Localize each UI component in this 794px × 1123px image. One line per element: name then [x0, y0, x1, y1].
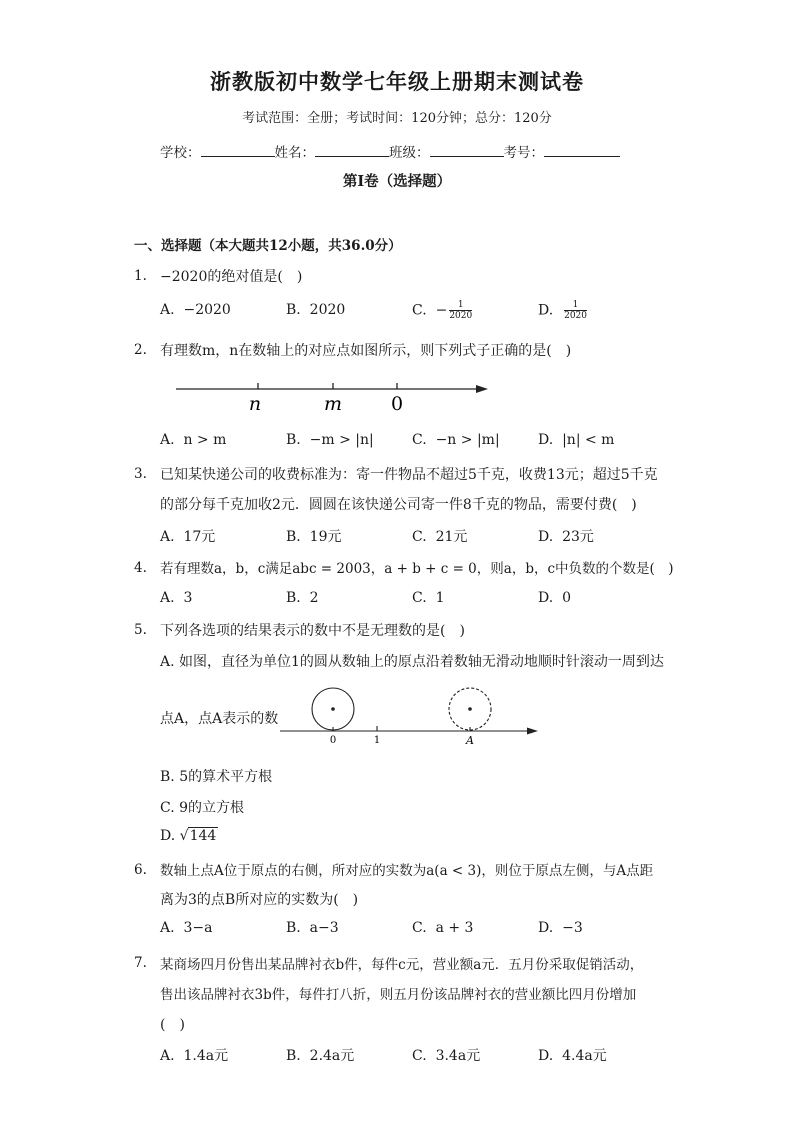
- option-b: B. 2: [286, 590, 319, 606]
- option-a: A. 1.4a元: [160, 1048, 229, 1064]
- tick-label-1: 1: [373, 735, 381, 746]
- fraction: $\frac{1}{2020}$: [564, 300, 587, 321]
- option-a: A. −2020: [160, 302, 231, 318]
- option-c: C. a + 3: [412, 920, 474, 936]
- question-text: 售出该品牌衬衣3b件，每件打八折，则五月份该品牌衬衣的营业额比四月份增加: [160, 987, 637, 1003]
- question-text: 有理数m，n在数轴上的对应点如图所示，则下列式子正确的是( ): [160, 343, 572, 359]
- class-label: 班级：: [389, 145, 430, 161]
- school-label: 学校：: [160, 145, 201, 161]
- exam-subtitle: 考试范围：全册；考试时间：120分钟；总分：120分: [242, 111, 552, 126]
- option-a: A. 3−a: [160, 920, 213, 936]
- name-label: 姓名：: [274, 145, 315, 161]
- question-text: 下列各选项的结果表示的数中不是无理数的是( ): [160, 623, 465, 639]
- option-b: B. 2.4a元: [286, 1048, 355, 1064]
- volume-heading: 第I卷（选择题）: [342, 173, 452, 190]
- question-number: 4.: [134, 560, 147, 576]
- fraction: $\frac{1}{2020}$: [449, 300, 473, 321]
- option-b: B. 19元: [286, 529, 342, 545]
- question-number: 7.: [134, 955, 147, 971]
- option-d: D. |n| < m: [538, 432, 615, 448]
- square-root: 144: [189, 828, 217, 844]
- question-text: 离为3的点B所对应的实数为( ): [160, 892, 359, 908]
- tick-label-0: 0: [329, 735, 337, 746]
- tick-label-a: A: [466, 734, 474, 747]
- number-label: 考号：: [503, 145, 544, 161]
- question-text: 的部分每千克加收2元．圆圆在该快递公司寄一件8千克的物品，需要付费( ): [160, 497, 637, 513]
- question-text: 已知某快递公司的收费标准为：寄一件物品不超过5千克，收费13元；超过5千克: [160, 467, 658, 483]
- question-text: 某商场四月份售出某品牌衬衣b件，每件c元，营业额a元．五月份采取促销活动，: [160, 957, 644, 973]
- question-number: 3.: [134, 466, 147, 482]
- option-c: C. 1: [412, 590, 445, 606]
- option-b: B. 2020: [286, 302, 346, 318]
- option-b: B. a−3: [286, 920, 339, 936]
- option-d: D. 23元: [538, 529, 594, 545]
- option-a: A. n > m: [160, 432, 227, 448]
- tick-label-n: n: [248, 393, 262, 415]
- question-text: 数轴上点A位于原点的右侧，所对应的实数为a(a < 3)，则位于原点左侧，与A点距: [160, 863, 654, 879]
- exam-title: 浙教版初中数学七年级上册期末测试卷: [210, 69, 584, 94]
- question-number: 6.: [134, 862, 147, 878]
- section-heading: 一、选择题（本大题共12小题，共36.0分）: [134, 238, 402, 254]
- option-c: C. 21元: [412, 529, 468, 545]
- option-d: D. 0: [538, 590, 572, 606]
- question-text: 若有理数a，b，c满足abc = 2003，a + b + c = 0，则a，b，c中负数的个数是( ): [160, 561, 674, 577]
- option-b: B. −m > |n|: [286, 432, 374, 448]
- option-c: C. 3.4a元: [412, 1048, 481, 1064]
- option-a: A. 3: [160, 590, 193, 606]
- tick-label-0: 0: [390, 393, 404, 415]
- option-d: D. −3: [538, 920, 583, 936]
- question-text: −2020的绝对值是( ): [160, 269, 303, 285]
- question-number: 1.: [134, 268, 147, 284]
- question-text: ( ): [160, 1017, 185, 1033]
- tick-label-m: m: [323, 393, 343, 415]
- option-a-text: A. 如图，直径为单位1的圆从数轴上的原点沿着数轴无滑动地顺时针滚动一周到达: [160, 654, 664, 670]
- option-d: D. 4.4a元: [538, 1048, 607, 1064]
- option-a-text-cont: 点A，点A表示的数: [160, 711, 279, 727]
- option-d: D. $\frac{1}{2020}$: [538, 300, 587, 321]
- option-c: C. − $\frac{1}{2020}$: [412, 300, 473, 321]
- option-b: B. 5的算术平方根: [160, 769, 273, 785]
- question-number: 5.: [134, 622, 147, 638]
- option-c: C. −n > |m|: [412, 432, 500, 448]
- question-number: 2.: [134, 342, 147, 358]
- option-a: A. 17元: [160, 529, 216, 545]
- option-d: D. √144: [160, 828, 217, 844]
- option-c: C. 9的立方根: [160, 800, 245, 816]
